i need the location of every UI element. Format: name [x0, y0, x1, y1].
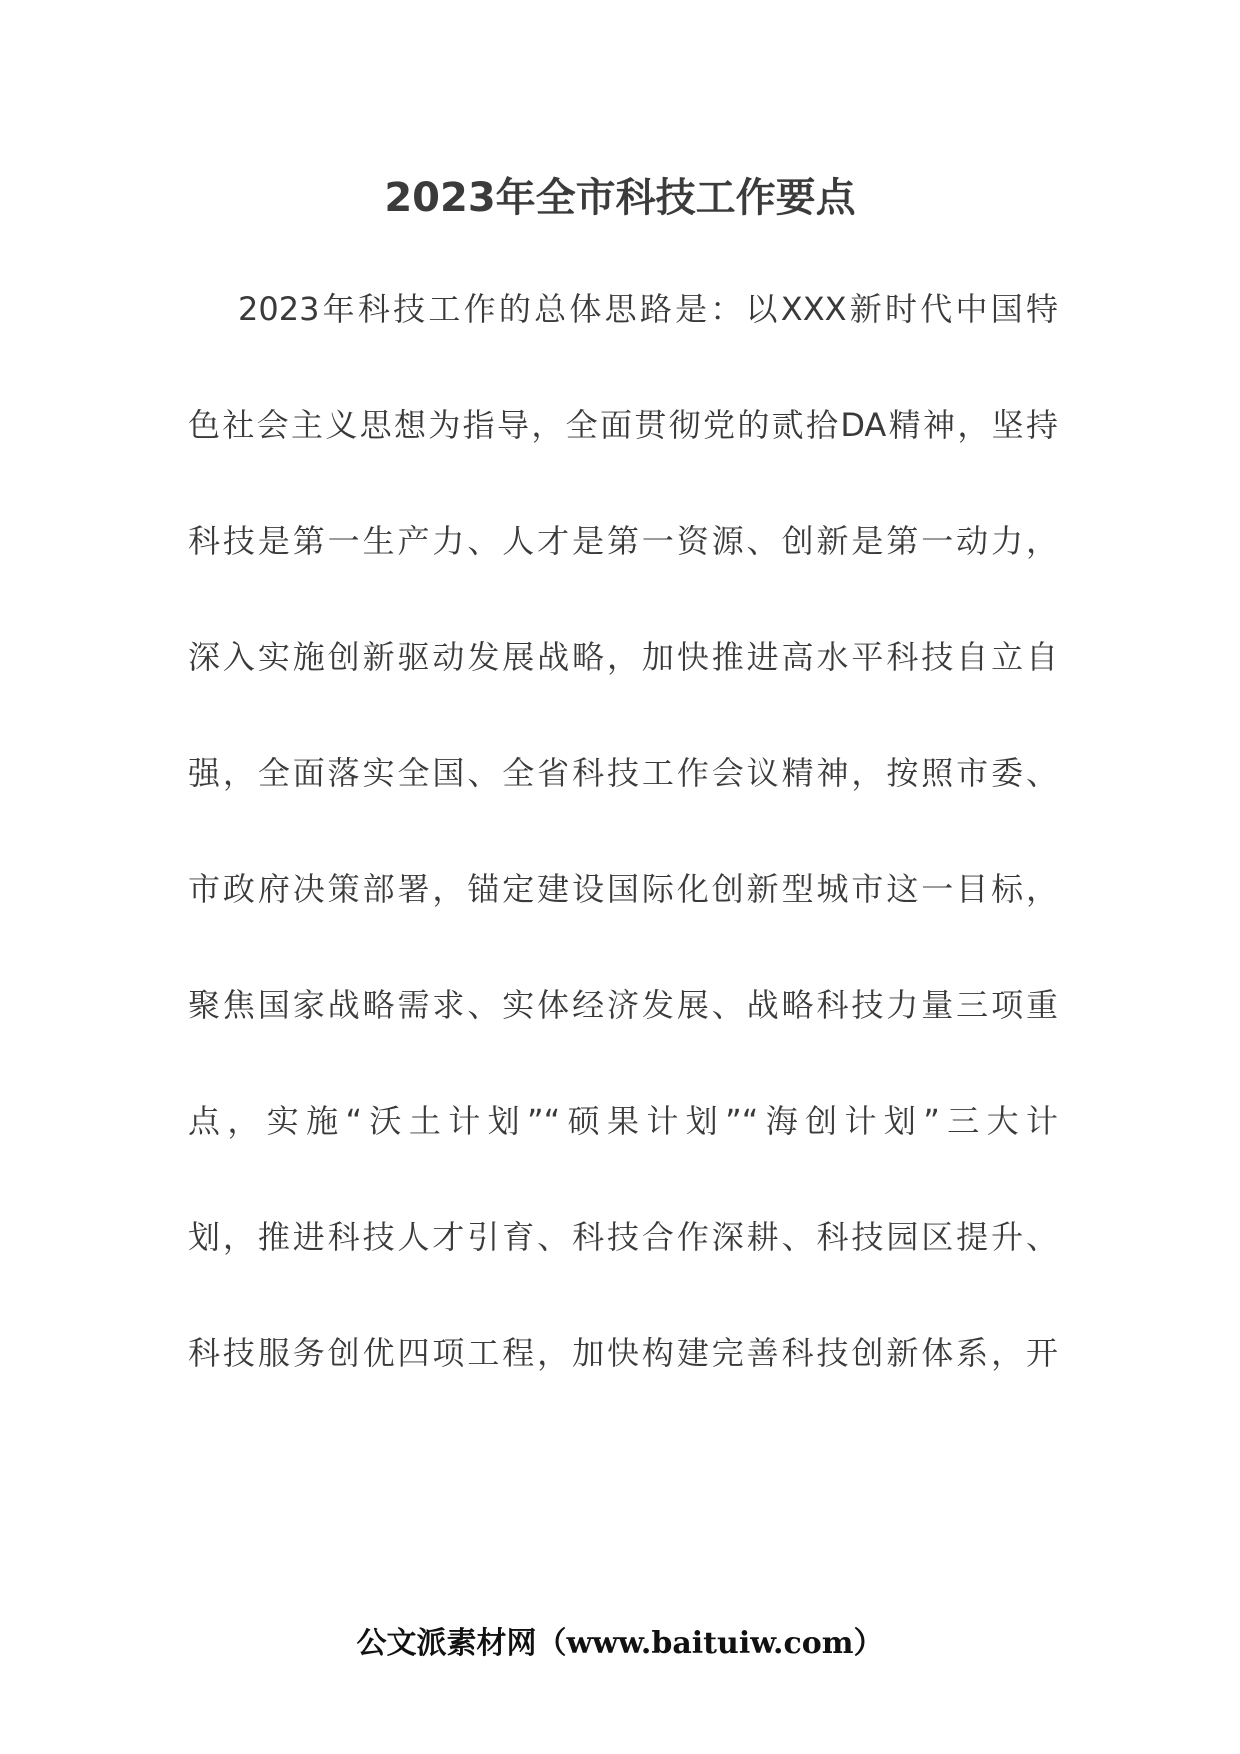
body-line: 深入实施创新驱动发展战略，加快推进高水平科技自立自 [188, 638, 1058, 676]
footer-source-link[interactable]: 公文派素材网（www.baituiw.com） [356, 1626, 884, 1661]
body-line: 强，全面落实全国、全省科技工作会议精神，按照市委、 [188, 754, 1058, 792]
body-line: 科技服务创优四项工程，加快构建完善科技创新体系，开 [188, 1334, 1058, 1372]
body-line: 市政府决策部署，锚定建设国际化创新型城市这一目标， [188, 870, 1058, 908]
body-line: 聚焦国家战略需求、实体经济发展、战略科技力量三项重 [188, 986, 1058, 1024]
body-line: 点，实施“沃土计划”“硕果计划”“海创计划”三大计 [188, 1102, 1058, 1140]
body-line: 2023年科技工作的总体思路是：以XXX新时代中国特 [238, 290, 1058, 328]
document-title: 2023年全市科技工作要点 [384, 175, 856, 221]
body-line: 色社会主义思想为指导，全面贯彻党的贰拾DA精神，坚持 [188, 406, 1058, 444]
body-line: 划，推进科技人才引育、科技合作深耕、科技园区提升、 [188, 1218, 1058, 1256]
body-line: 科技是第一生产力、人才是第一资源、创新是第一动力， [188, 522, 1058, 560]
